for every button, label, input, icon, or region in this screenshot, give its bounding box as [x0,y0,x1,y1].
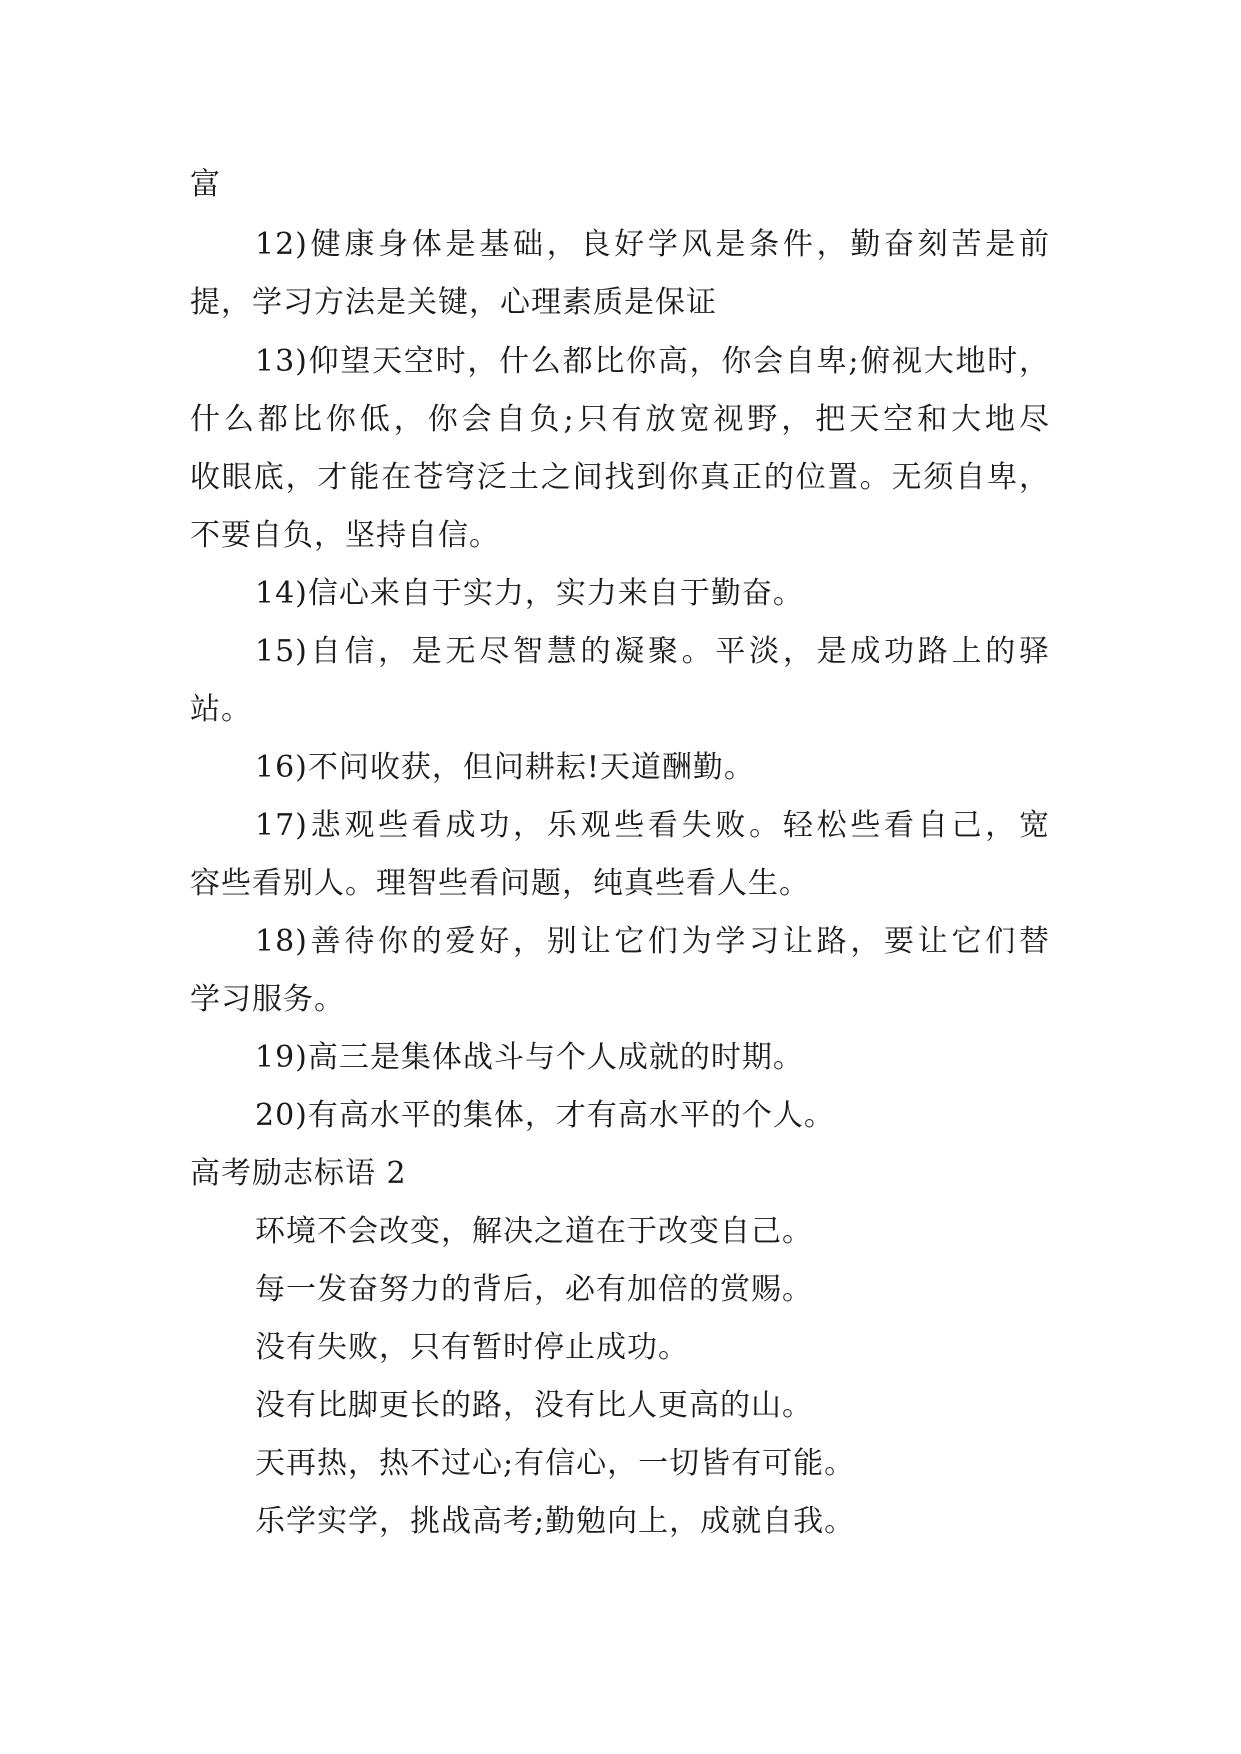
quote-16: 16)不问收获，但问耕耘!天道酬勤。 [255,750,755,785]
quote-14: 14)信心来自于实力，实力来自于勤奋。 [255,576,804,611]
quote-13-line-1: 13)仰望天空时，什么都比你高，你会自卑;俯视大地时， [255,344,1050,379]
slogan-6: 乐学实学，挑战高考;勤勉向上，成就自我。 [255,1504,856,1539]
quote-13-line-2: 什么都比你低，你会自负;只有放宽视野，把天空和大地尽 [190,402,1050,437]
quote-15-line-1: 15)自信，是无尽智慧的凝聚。平淡，是成功路上的驿 [255,634,1050,669]
quote-12-line-2: 提，学习方法是关键，心理素质是保证 [190,285,717,320]
slogan-4: 没有比脚更长的路，没有比人更高的山。 [255,1388,813,1423]
slogan-2: 每一发奋努力的背后，必有加倍的赏赐。 [255,1272,813,1307]
quote-12-line-1: 12)健康身体是基础，良好学风是条件，勤奋刻苦是前 [255,227,1050,262]
section-heading: 高考励志标语 2 [190,1156,407,1191]
quote-18-line-2: 学习服务。 [190,982,345,1017]
text-line-continuation: 富 [190,167,221,202]
quote-19: 19)高三是集体战斗与个人成就的时期。 [255,1040,804,1075]
quote-17-line-2: 容些看别人。理智些看问题，纯真些看人生。 [190,866,810,901]
quote-18-line-1: 18)善待你的爱好，别让它们为学习让路，要让它们替 [255,924,1050,959]
slogan-3: 没有失败，只有暂时停止成功。 [255,1330,689,1365]
quote-17-line-1: 17)悲观些看成功，乐观些看失败。轻松些看自己，宽 [255,808,1050,843]
quote-20: 20)有高水平的集体，才有高水平的个人。 [255,1098,835,1133]
slogan-1: 环境不会改变，解决之道在于改变自己。 [255,1214,813,1249]
quote-13-line-4: 不要自负，坚持自信。 [190,518,500,553]
quote-15-line-2: 站。 [190,692,252,727]
quote-13-line-3: 收眼底，才能在苍穹泛土之间找到你真正的位置。无须自卑， [190,460,1050,495]
slogan-5: 天再热，热不过心;有信心，一切皆有可能。 [255,1446,856,1481]
